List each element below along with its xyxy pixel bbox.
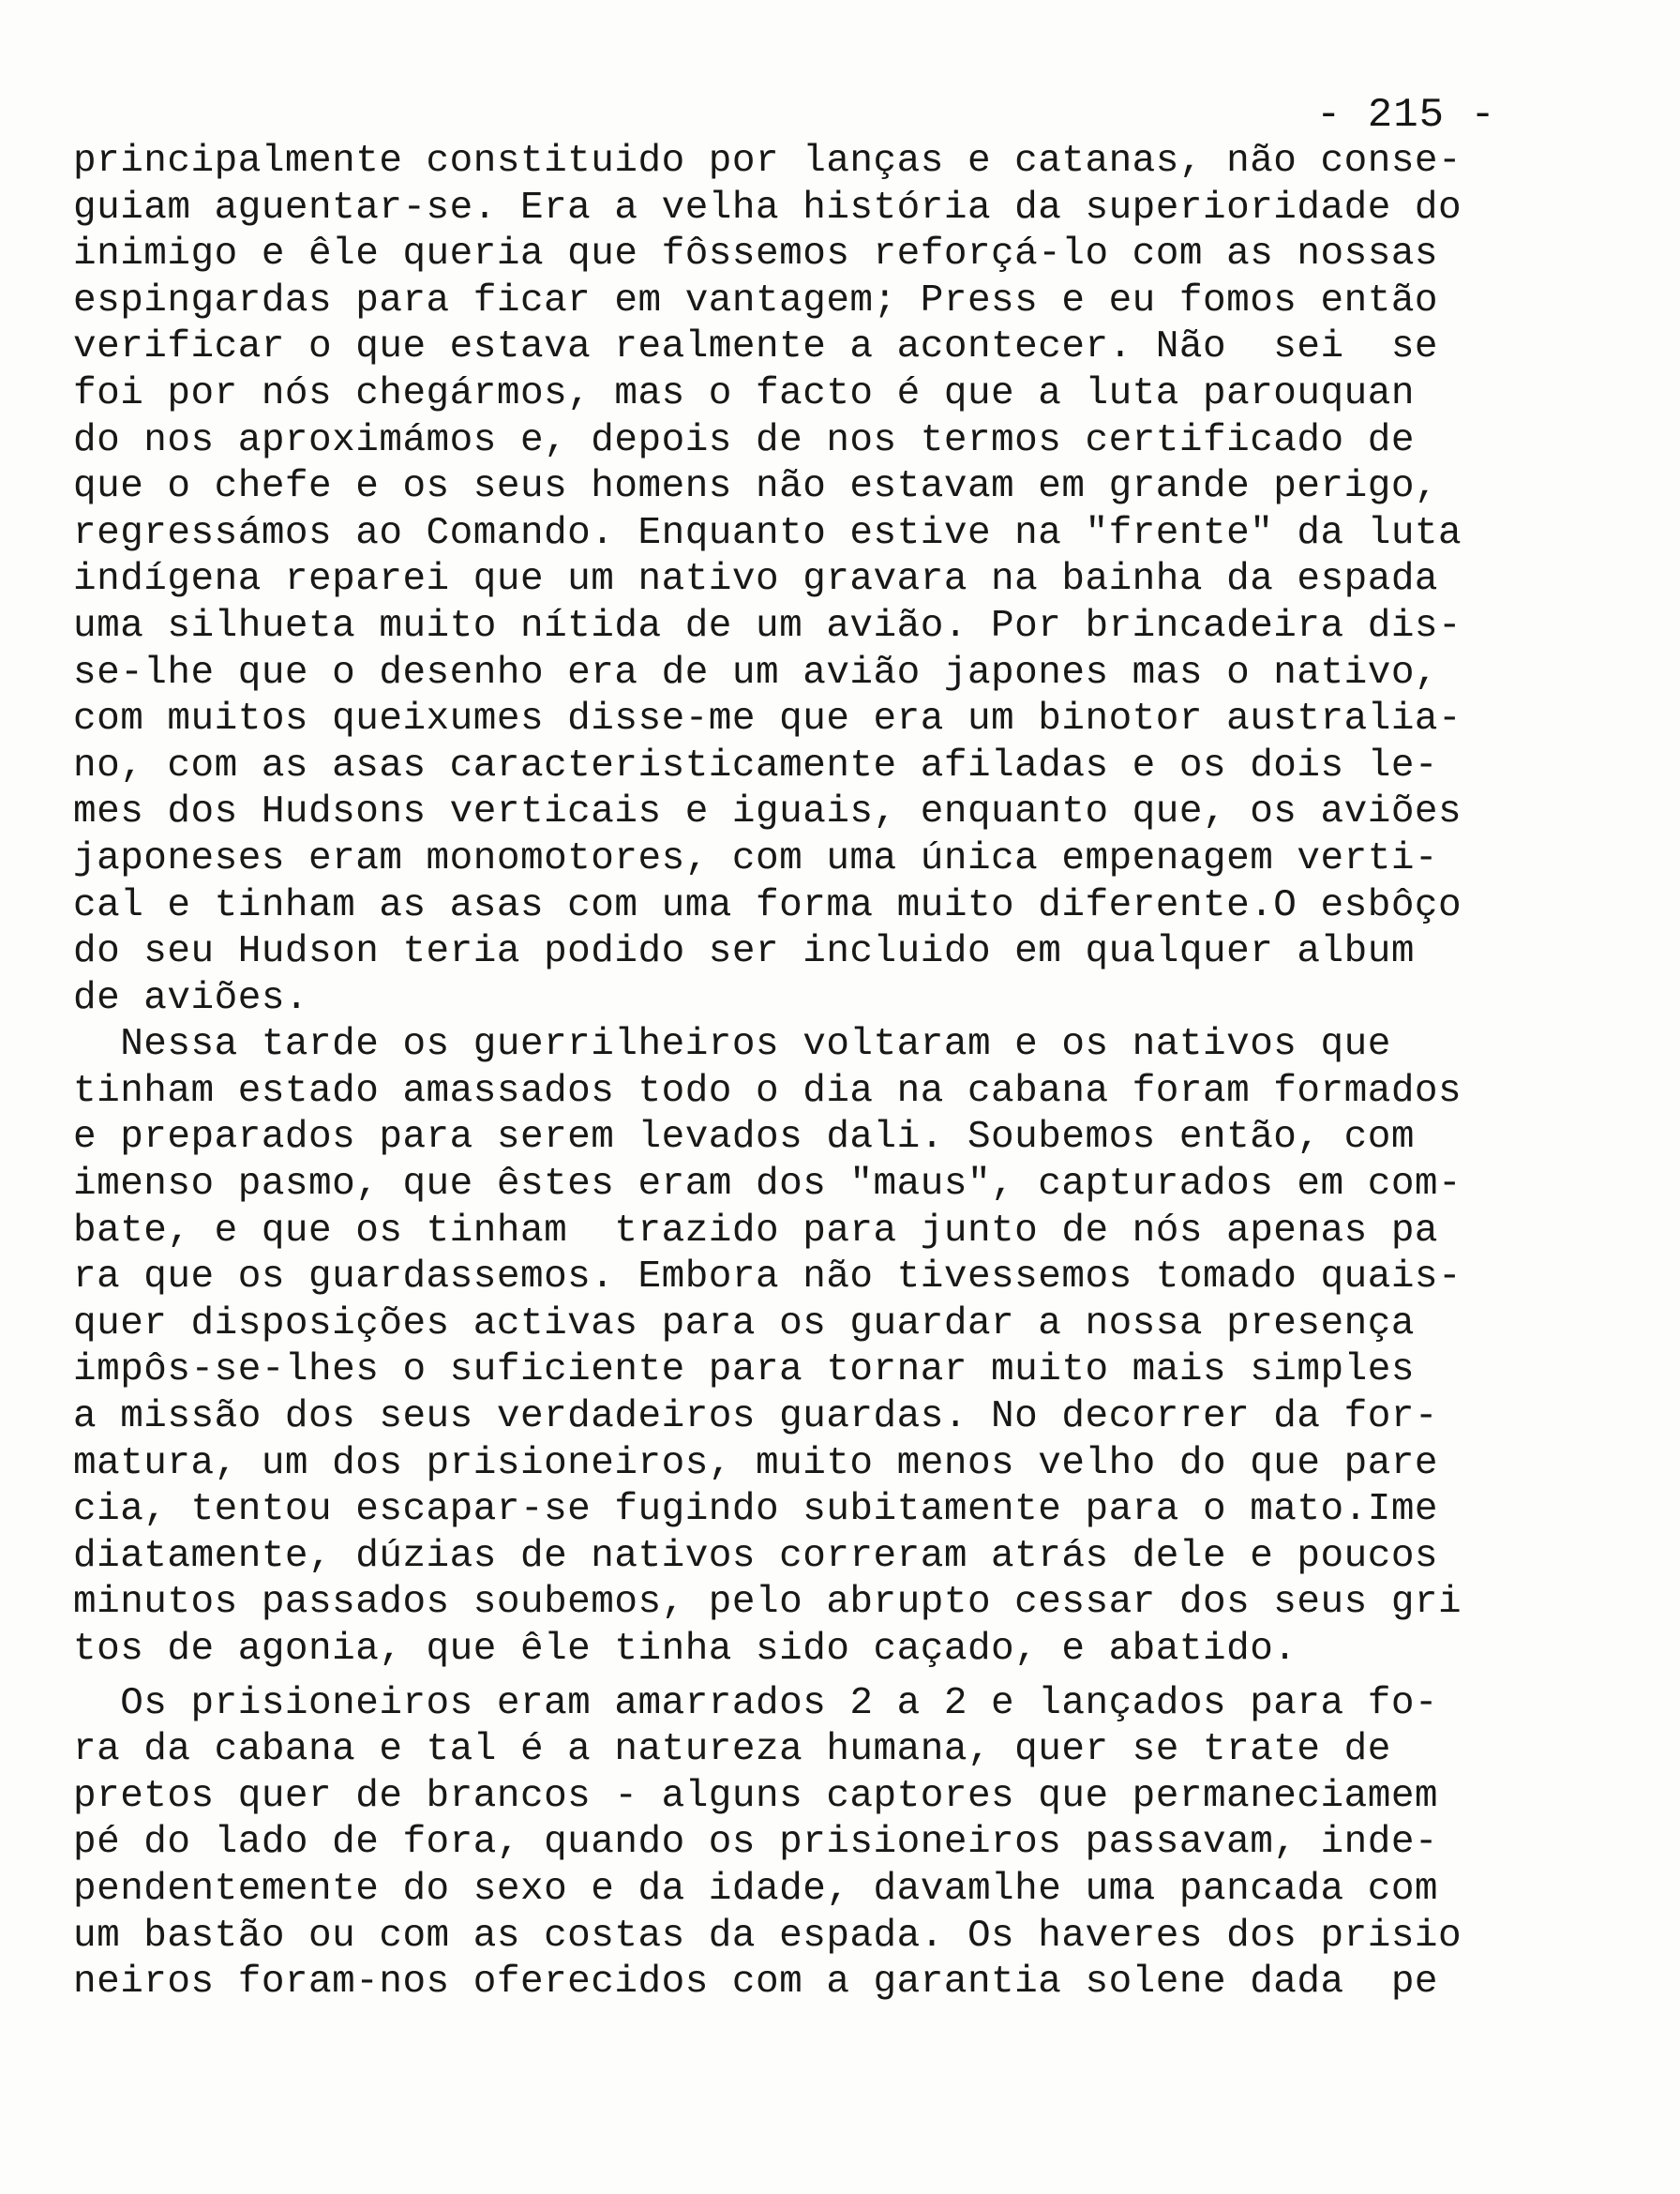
text-line: impôs-se-lhes o suficiente para tornar muito mais simples — [73, 1348, 1415, 1392]
text-line: principalmente constituido por lanças e catanas, não conse- — [73, 140, 1462, 183]
paragraph-3 — [73, 1681, 1470, 2006]
paragraph-1 — [73, 139, 1470, 1022]
text-line: Os prisioneiros eram amarrados 2 a 2 e lançados para fo- — [73, 1681, 1439, 1725]
text-line: matura, um dos prisioneiros, muito menos velho do que pare — [73, 1441, 1439, 1485]
text-line: que o chefe e os seus homens não estavam em grande perigo, — [73, 465, 1439, 509]
text-line: ra da cabana e tal é a natureza humana, quer se trate de — [73, 1728, 1391, 1772]
text-line: japoneses eram monomotores, com uma única empenagem verti- — [73, 836, 1439, 880]
text-line: e preparados para serem levados dali. Soubemos então, com — [73, 1116, 1415, 1160]
text-line: quer disposições activas para os guardar a nossa presença — [73, 1301, 1415, 1345]
text-line: de aviões. — [73, 976, 309, 1020]
page-number: - 215 - — [1316, 92, 1496, 139]
text-line: imenso pasmo, que êstes eram dos "maus", capturados em com- — [73, 1163, 1462, 1207]
paragraph-gap — [73, 1674, 1470, 1681]
text-line: guiam aguentar-se. Era a velha história da superioridade do — [73, 186, 1462, 230]
text-line: a missão dos seus verdadeiros guardas. No decorrer da for- — [73, 1395, 1439, 1439]
text-line: neiros foram-nos oferecidos com a garantia solene dada pe — [73, 1961, 1439, 2005]
text-line: uma silhueta muito nítida de um avião. Por brincadeira dis- — [73, 604, 1462, 648]
text-line: espingardas para ficar em vantagem; Press e eu fomos então — [73, 278, 1439, 323]
paragraph-2 — [73, 1022, 1470, 1673]
text-line: tos de agonia, que êle tinha sido caçado, e abatido. — [73, 1628, 1298, 1671]
text-line: verificar o que estava realmente a acontecer. Não sei se — [73, 325, 1439, 369]
text-line: inimigo e êle queria que fôssemos reforçá-lo com as nossas — [73, 233, 1439, 277]
text-line: pé do lado de fora, quando os prisioneiros passavam, inde- — [73, 1821, 1439, 1865]
text-line: minutos passados soubemos, pelo abrupto cessar dos seus gri — [73, 1581, 1462, 1625]
text-line: do nos aproximámos e, depois de nos termos certificado de — [73, 418, 1415, 462]
text-line: pretos quer de brancos - alguns captores que permaneciamem — [73, 1774, 1439, 1818]
text-line: foi por nós chegármos, mas o facto é que a luta parouquan — [73, 371, 1415, 415]
text-line: cal e tinham as asas com uma forma muito diferente.O esbôço — [73, 883, 1462, 927]
text-line: um bastão ou com as costas da espada. Os haveres dos prisio — [73, 1914, 1462, 1958]
text-line: do seu Hudson teria podido ser incluido em qualquer album — [73, 930, 1415, 974]
text-line: diatamente, dúzias de nativos correram atrás dele e poucos — [73, 1534, 1439, 1578]
text-line: cia, tentou escapar-se fugindo subitamente para o mato.Ime — [73, 1488, 1439, 1532]
text-line: pendentemente do sexo e da idade, davamlhe uma pancada com — [73, 1867, 1439, 1911]
text-line: com muitos queixumes disse-me que era um binotor australia- — [73, 698, 1462, 742]
text-line: se-lhe que o desenho era de um avião japones mas o nativo, — [73, 651, 1439, 695]
text-line: regressámos ao Comando. Enquanto estive na "frente" da luta — [73, 511, 1462, 555]
text-line: indígena reparei que um nativo gravara na bainha da espada — [73, 558, 1439, 602]
text-line: no, com as asas caracteristicamente afiladas e os dois le- — [73, 744, 1439, 788]
text-line: mes dos Hudsons verticais e iguais, enquanto que, os aviões — [73, 790, 1462, 834]
text-line: Nessa tarde os guerrilheiros voltaram e os nativos que — [73, 1023, 1391, 1067]
text-line: bate, e que os tinham trazido para junto de nós apenas pa — [73, 1209, 1439, 1253]
text-line: ra que os guardassemos. Embora não tivessemos tomado quais- — [73, 1255, 1462, 1300]
text-line: tinham estado amassados todo o dia na cabana foram formados — [73, 1069, 1462, 1113]
body-text — [73, 139, 1470, 2006]
